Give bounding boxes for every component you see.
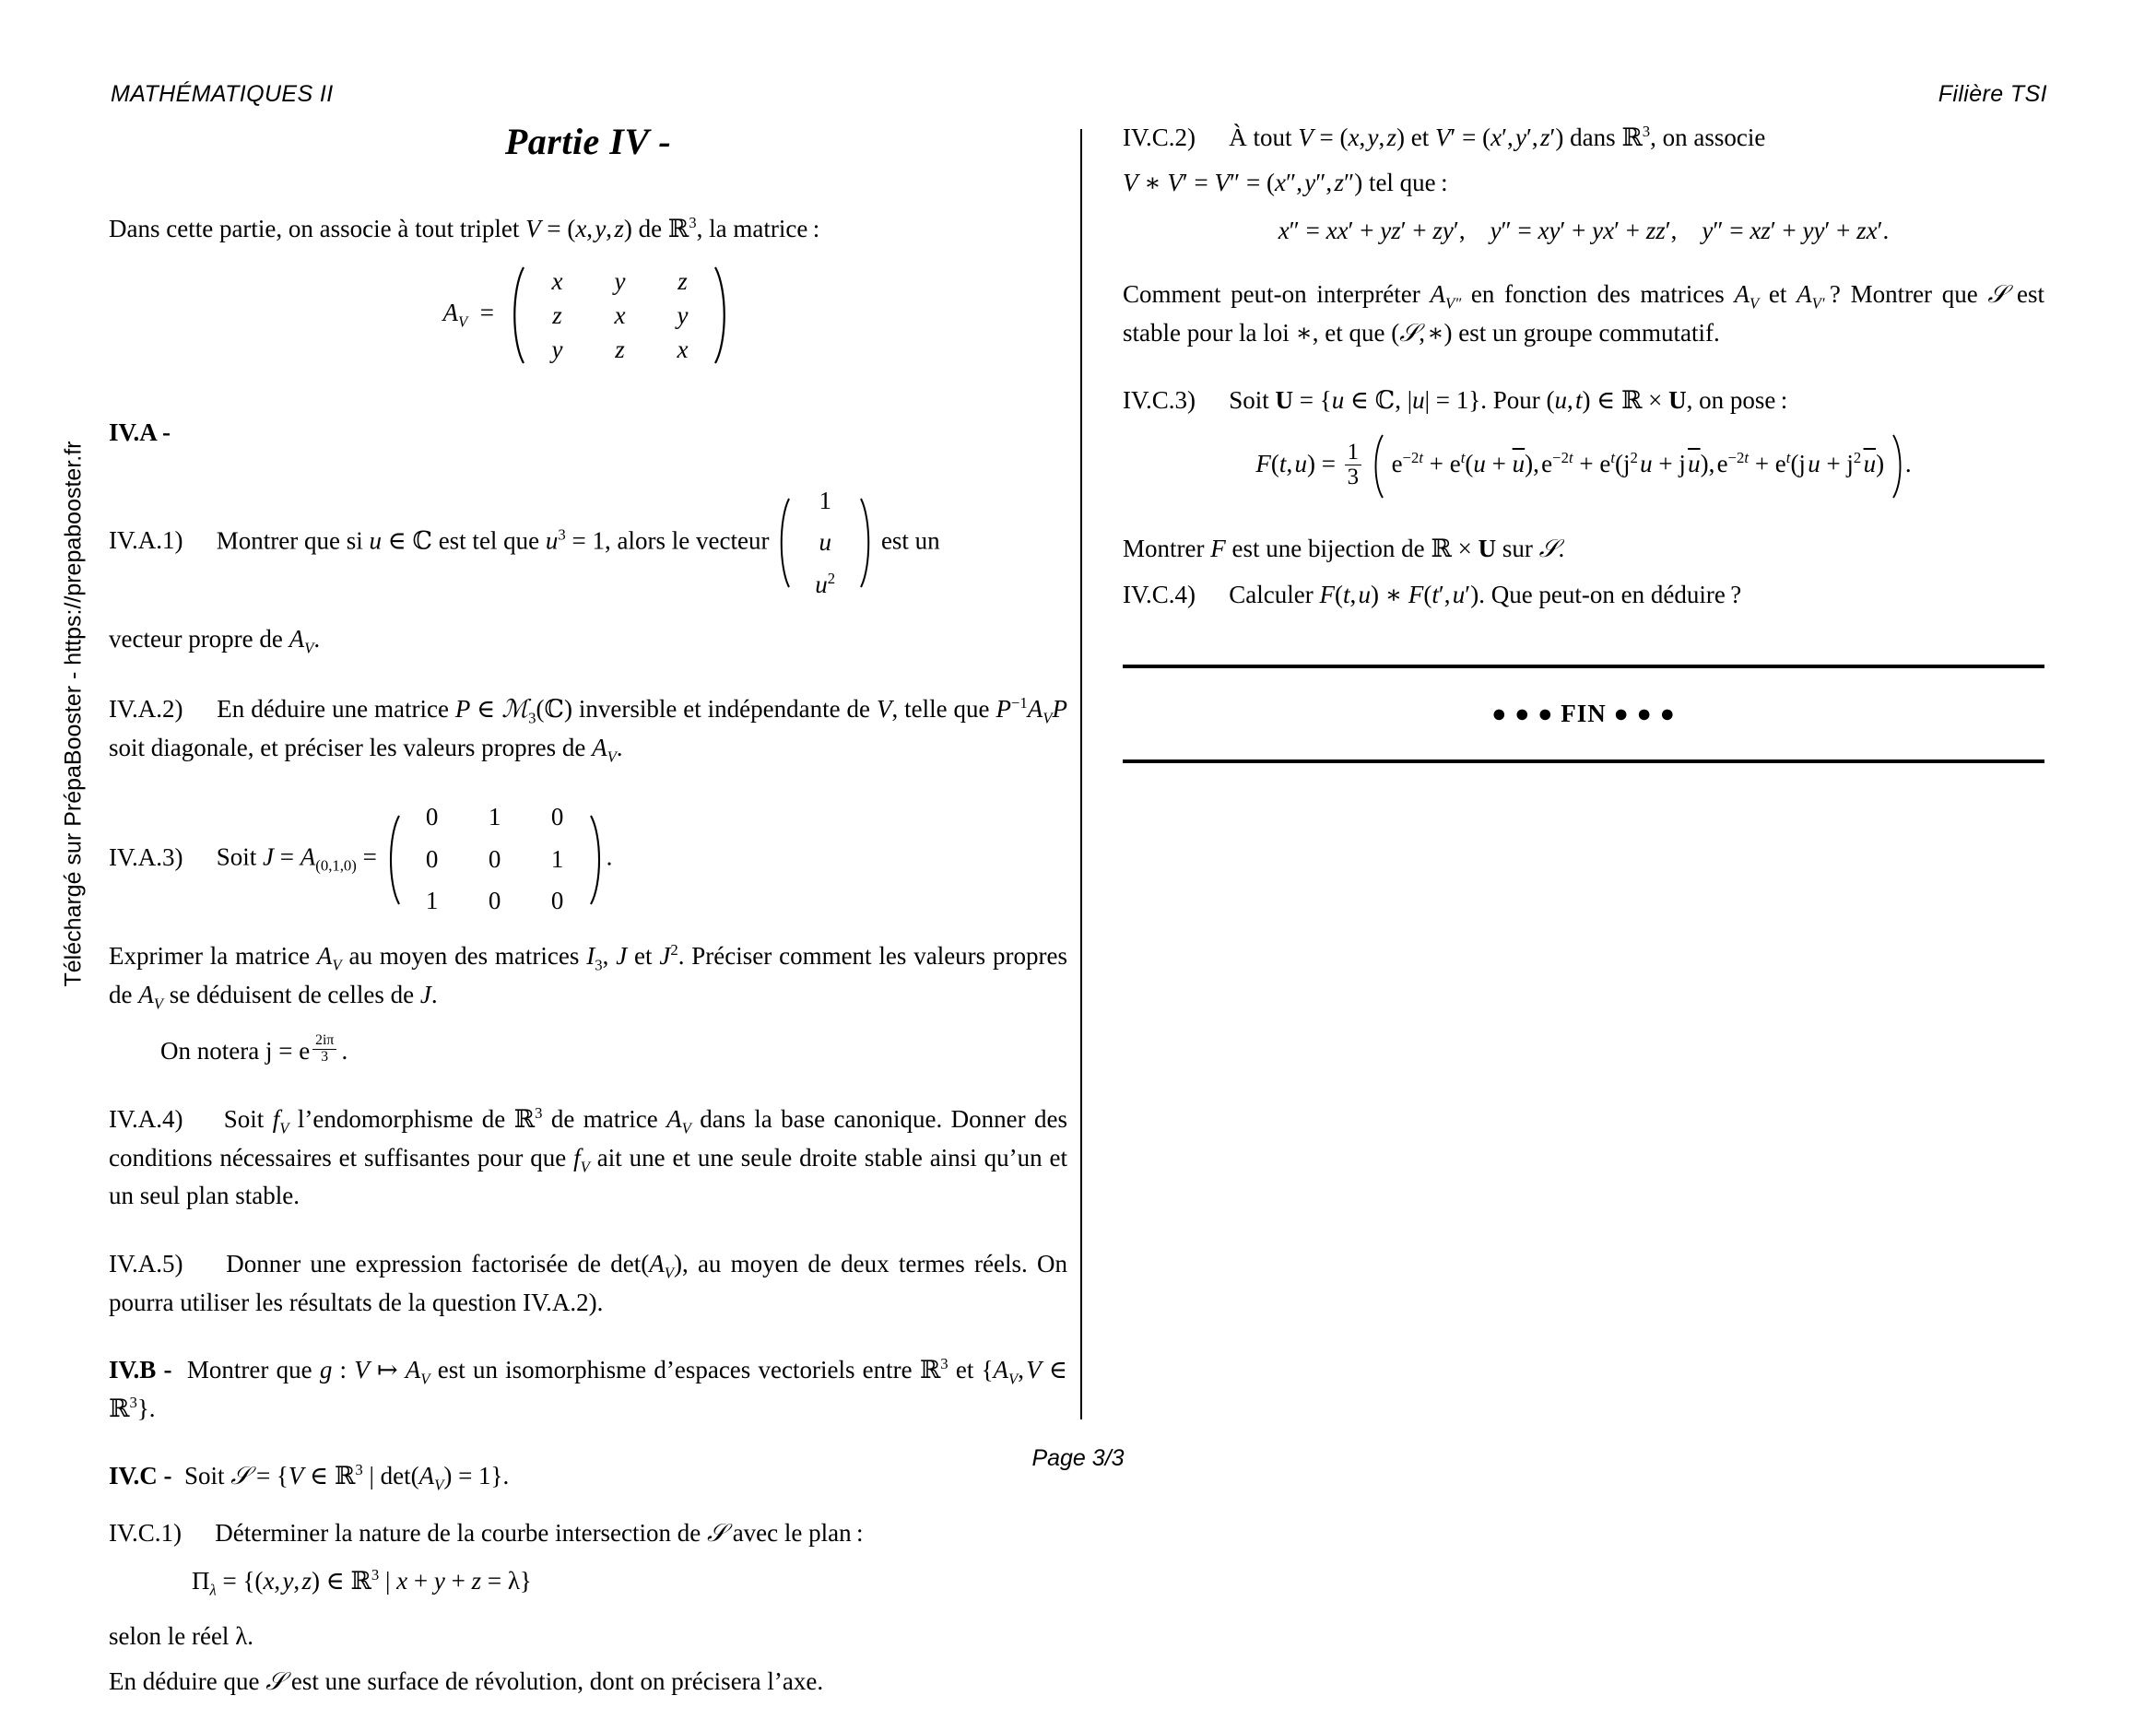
paren-left [775,497,792,589]
question-number: IV.A.1) [109,526,183,555]
question-iv-a-4: IV.A.4) Soit $f_V$ l’endomorphisme de ℝ$^3$ de matrice $A_V$ dans la base canonique. Donner des conditions nécessaires et suffisantes pour que $f_V$ ait une et une seule droite stable ainsi qu’un et un seul plan stable. [109,1103,1067,1210]
question-iv-c-2-line2: V ∗ V′ = V″ = (x″, y″, z″) tel que : [1123,169,1448,197]
question-iv-c-3: IV.C.3) Soit U = {u ∈ ℂ, |u| = 1}. Pour (u, t) ∈ ℝ × U, on pose : [1123,386,1788,415]
matrix-j: 0 1 0 0 0 1 1 0 0 [383,799,607,919]
section-iv-b: IV.B - Montrer que g : V ↦ $A_V$ est un isomorphisme d’espaces vectoriels entre ℝ$^3$ et {$A_V$, V ∈ ℝ$^3$}. [109,1354,1067,1422]
question-iv-c-2: IV.C.2) À tout V = (x, y, z) et V′ = (x′, y′, z′) dans ℝ$^3$, on associe [1123,123,1766,151]
part-title: Partie IV - [504,121,672,162]
question-iv-a-3-body: Exprimer la matrice $A_V$ au moyen des matrices $I_3$, J et $J^2$. Préciser comment les valeurs propres de $A_V$ se déduisent de celles de J. [109,940,1067,1012]
matrix-av: x y z z x y y z x [506,265,733,365]
fraction-denominator: 3 [1345,465,1361,489]
question-number: IV.C.4) [1123,580,1196,608]
plane-definition-display: $\Pi_\lambda = \{(x$, y, z) ∈ ℝ$^3$ | x + y + z = λ} [192,1566,532,1599]
paren-right [858,497,875,589]
question-iv-c-4: IV.C.4) Calculer F(t, u) ∗ F(t′, u′). Que peut-on en déduire ? [1123,580,1742,608]
right-column [1123,120,2044,763]
question-number: IV.A.3) [109,842,183,871]
page-footer: Page 3/3 [1031,1445,1125,1471]
column-divider [1080,129,1082,1419]
question-iv-c-3-after: Montrer F est une bijection de ℝ × U sur 𝒮. [1123,535,1565,563]
fraction-numerator: 1 [1347,439,1360,465]
equation-y2: y″ = xz′ + yy′ + zx′. [1702,216,1890,244]
paren-right [588,814,607,906]
question-number: IV.A.2) [109,694,183,723]
star-law-equations [1123,217,2044,245]
left-column [109,120,1067,1719]
question-number: IV.A.5) [109,1249,183,1277]
paren-right [713,265,733,365]
question-iv-a-1-cont: vecteur propre de $A_V$. [109,625,321,657]
question-iv-a-3: IV.A.3) Soit $J = A_{(0,1,0)}$ = 0 1 0 0 0 1 1 0 0 . [109,799,1067,919]
paren-left [383,814,402,906]
rule-bottom [1123,759,2044,763]
question-iv-c-1-last: En déduire que 𝒮 est une surface de révolution, dont on précisera l’axe. [109,1667,824,1696]
question-iv-c-2-body: Comment peut-on interpréter $A_{V''}$ en fonction des matrices $A_V$ et $A_{V'}$ ? Montrer que 𝒮 est stable pour la loi ∗, et que (𝒮, ∗) est un groupe commutatif. [1123,279,2044,347]
equation-x: x″ = xx′ + yz′ + zy′, [1278,216,1466,244]
matrix-av-display: $A_V$ = x y z z x y y z x [109,265,1067,365]
question-iv-a-1: IV.A.1) Montrer que si u ∈ ℂ est tel que $u^3 = 1$, alors le vecteur 1 u $u^2$ est un [109,483,1067,603]
question-iv-c-1-after: selon le réel λ. [109,1621,254,1650]
question-iv-a-5: IV.A.5) Donner une expression factorisée de $\det(A_V)$, au moyen de deux termes réels. On pourra utiliser les résultats de la question IV.A.2). [109,1249,1067,1316]
question-number: IV.C.2) [1123,124,1196,151]
question-number: IV.C.1) [109,1519,183,1547]
section-iv-c-label: IV.C - [109,1462,172,1490]
fin-label: ● ● ● FIN ● ● ● [1491,700,1676,728]
running-head-right: Filière TSI [1938,81,2047,107]
function-f-display: F(t, u) = $\frac{1}{3}$ $e^{-2t} + e^t(u + \overline{u})$, $e^{-2t} + e^t(j^2$ u + j $\overline{u}$), $e^{-2t} + e^t(j$ $u + j^2$ $\overline{u}$) . [1123,433,2044,500]
section-iv-b-label: IV.B - [109,1355,172,1383]
running-head-left: MATHÉMATIQUES II [111,81,334,107]
question-iv-a-3-note: On notera j = e $\frac{2i\pi}{3}$ . [160,1032,348,1066]
paren-right [1891,433,1905,500]
fraction-one-third [1345,441,1361,489]
section-iv-c: IV.C - Soit 𝒮 = {V ∈ ℝ$^3$ | $\det(A_V) = 1$}. [109,1461,510,1494]
question-iv-a-2: IV.A.2) En déduire une matrice P ∈ ℳ$_3$(ℂ) inversible et indépendante de V, telle que $P^{-1}A_VP$ soit diagonale, et préciser les valeurs propres de $A_V$. [109,693,1067,766]
eigenvector-column: 1 u $u^2$ [775,483,875,603]
fin-block [1123,665,2044,763]
intro-paragraph: Dans cette partie, on associe à tout triplet V = (x, y, z) de ℝ$^3$, la matrice : [109,214,820,242]
equation-y: y″ = xy′ + yx′ + zz′, [1490,216,1678,244]
paren-left [1371,433,1385,500]
question-number: IV.C.3) [1123,386,1196,415]
download-watermark: Téléchargé sur PrépaBooster - https://prepabooster.fr [60,441,87,987]
question-iv-c-1: IV.C.1) Déterminer la nature de la courbe intersection de 𝒮 avec le plan : [109,1519,864,1547]
paren-left [506,265,526,365]
question-number: IV.A.4) [109,1104,183,1133]
section-iv-a-label: IV.A - [109,418,171,447]
